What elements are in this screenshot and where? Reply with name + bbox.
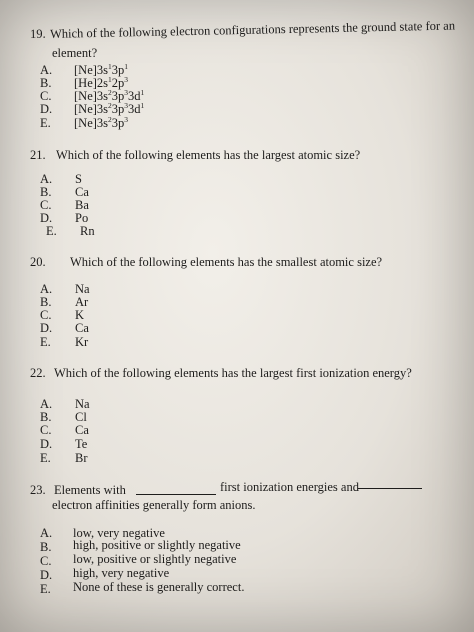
option-text: Cl [75,410,87,424]
option-text: Ca [75,321,89,335]
option-letter: A. [40,63,53,77]
option-letter: D. [40,211,53,225]
option-letter: C. [40,423,52,437]
question-21-text: Which of the following elements has the largest atomic size? [56,148,361,162]
question-22-text: Which of the following elements has the largest first ionization energy? [54,366,412,380]
option-letter: C. [40,308,52,322]
option-text: Ca [75,185,89,199]
option-text: $[He]2s^12p^3$ [74,75,129,90]
question-21-number: 21. [30,148,46,162]
option-letter: A. [40,172,53,186]
option-letter: E. [46,224,57,238]
option-text: Ca [75,423,89,437]
option-text: K [75,308,85,322]
option-letter: C. [40,198,52,212]
option-letter: E. [40,582,51,596]
option-letter: B. [40,295,52,309]
option-letter: D. [40,102,53,116]
question-19-text-line1: Which of the following electron configurations represents the ground state for an [49,18,456,41]
question-19-text-line2: element? [52,46,98,60]
option-text: Br [75,451,88,465]
answer-blank-2[interactable] [358,477,422,489]
option-text: low, very negative [73,526,165,540]
option-letter: A. [40,397,53,411]
option-text: Rn [80,224,95,238]
option-text: Ba [75,198,89,212]
option-text: Ar [75,295,89,309]
option-letter: E. [40,116,51,130]
option-letter: C. [40,554,52,568]
option-letter: D. [40,568,53,582]
option-letter: B. [40,185,52,199]
option-text: high, very negative [73,566,170,580]
answer-blank-1[interactable] [136,483,216,495]
option-text: S [75,172,82,186]
option-text: Na [75,397,90,411]
option-text: Na [75,282,90,296]
option-text: $[Ne]3s^13p^1$ [74,62,129,77]
option-letter: A. [40,526,53,540]
option-letter: B. [40,410,52,424]
option-letter: B. [40,76,52,90]
question-22-number: 22. [30,366,46,380]
option-text: None of these is generally correct. [73,580,245,594]
question-20-text: Which of the following elements has the smallest atomic size? [70,255,383,269]
option-text: high, positive or slightly negative [73,538,241,552]
question-23-text-part1: Elements with [54,483,126,497]
option-letter: A. [40,282,53,296]
option-text: $[Ne]3s^23p^33d^1$ [74,88,145,103]
option-letter: C. [40,89,52,103]
option-text: Po [75,211,89,225]
option-letter: B. [40,540,52,554]
option-letter: D. [40,321,53,335]
question-23-number: 23. [30,483,46,497]
option-letter: E. [40,335,51,349]
option-text: $[Ne]3s^23p^3$ [74,115,129,130]
question-20-number: 20. [30,255,46,269]
option-text: Kr [75,335,89,349]
option-text: low, positive or slightly negative [73,552,237,566]
option-text: Te [75,437,88,451]
question-23-text-line2: electron affinities generally form anions. [52,498,256,512]
option-letter: E. [40,451,51,465]
question-23-text-part2: first ionization energies and [220,480,359,494]
option-letter: D. [40,437,53,451]
question-19-number: 19. [29,26,46,41]
option-text: $[Ne]3s^23p^33d^1$ [74,101,145,116]
